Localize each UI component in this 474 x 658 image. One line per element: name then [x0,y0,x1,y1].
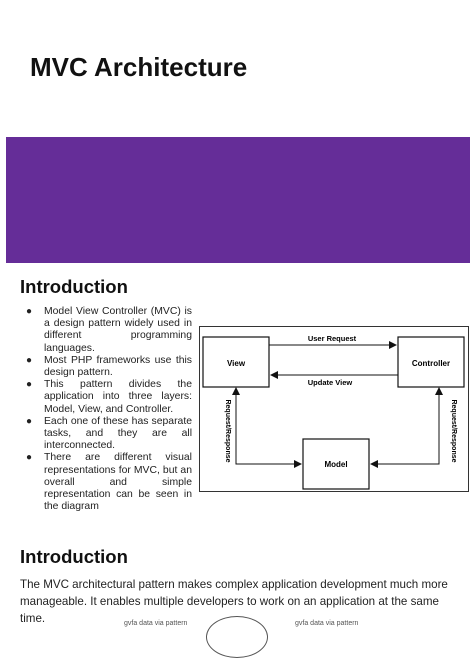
view-label: View [226,359,246,368]
mvc-diagram [199,326,469,492]
bullet-list [24,306,192,513]
mvc-diagram-svg [200,327,470,493]
list-item: ● Model View Controller (MVC) is a design pattern widely used in different programming languages. [26,306,192,354]
list-item: ● There are different visual representations for MVC, but an overall and simple representation can be seen in the diagram [26,452,192,513]
controller-label: Controller [411,359,451,368]
request-response-left-label: Request/Response [224,399,231,463]
list-item: ● Each one of these has separate tasks, and they are all interconnected. [26,415,192,452]
arrow-head-up-right [435,387,443,395]
user-request-label: User Request [307,334,357,343]
thumb-circle [206,616,268,658]
purple-banner [6,137,470,263]
list-item: ● This pattern divides the application into three layers: Model, View, and Controller. [26,379,192,415]
thumb-caption-left: gvfa data via pattern [124,620,188,627]
section-heading-introduction-2: Introduction [20,546,128,567]
list-item: ● Most PHP frameworks use this design pattern. [26,354,192,379]
thumb-caption-right: gvfa data via pattern [295,620,359,627]
model-label: Model [324,460,348,469]
controller-model-connector [371,389,439,464]
arrow-head-up-left [232,387,240,395]
intro-paragraph: The MVC architectural pattern makes complex application development much more manageable. It enables multiple developers to work on an application at the same time. [20,578,448,625]
section-heading-introduction: Introduction [20,276,128,297]
request-response-right-label: Request/Response [450,399,457,463]
slide-title: MVC Architecture [30,52,248,82]
view-model-connector [236,389,301,464]
update-view-label: Update View [307,378,353,387]
